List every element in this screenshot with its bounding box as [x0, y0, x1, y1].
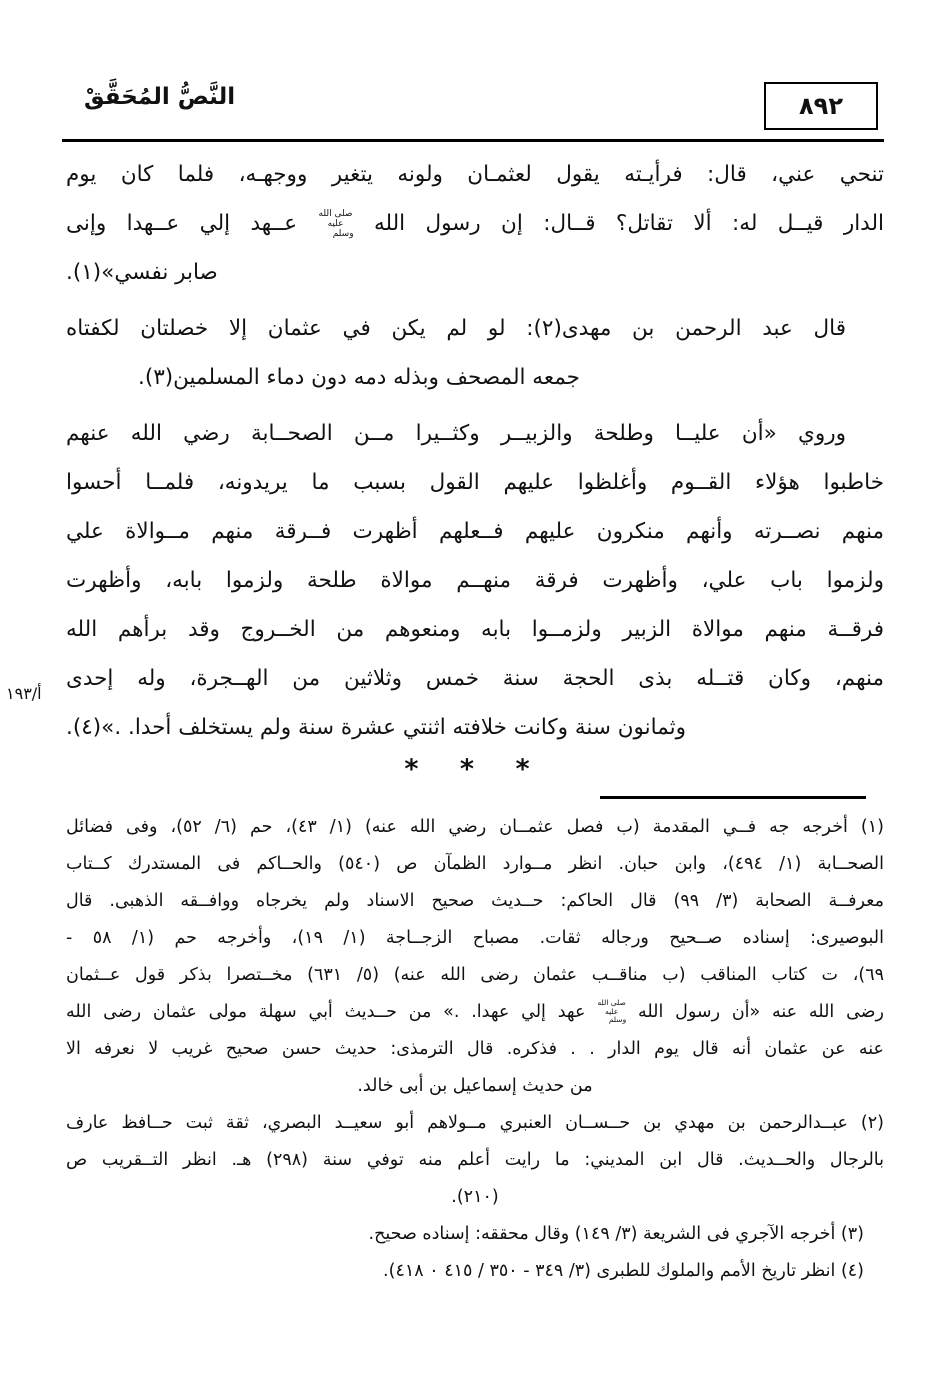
footnote-line: (٣) أخرجه الآجري فى الشريعة (٣/ ١٤٩) وقال محققه: إسناده صحيح.	[368, 1224, 864, 1244]
pbuh-symbol: صلى الله عليه وسلم	[597, 998, 627, 1025]
footnote-line: (٢) عبــدالرحمن بن مهدي بن حــســان العنبري مــولاهم أبو سعيــد البصري، ثقة ثبت حــافظ عارف	[66, 1113, 884, 1133]
footnote	[66, 809, 884, 1105]
footnote-line: البوصيرى: إسناده صــحيح ورجاله ثقات. مصباح الزجــاجة (١/ ١٩)، وأخرجه حم (١/ ٥٨ -	[66, 928, 885, 948]
footnote-line: بالرجال والحــديث. قال ابن المديني: ما رايت أعلم منه توفي سنة (٢٩٨) هـ. انظر التــقريب ص	[66, 1150, 884, 1170]
body-line: جمعه المصحف وبذله دمه دون دماء المسلمين(٣).	[138, 365, 580, 390]
paragraph	[66, 150, 884, 297]
footnotes-block	[66, 809, 884, 1290]
footnote-line: من حديث إسماعيل بن أبى خالد.	[357, 1076, 593, 1096]
footnote-line: (٢١٠).	[451, 1187, 499, 1207]
stars-separator: * * *	[404, 754, 546, 785]
paragraph	[66, 409, 884, 752]
footnote-line: (٤) انظر تاريخ الأمم والملوك للطبرى (٣/ ٣٤٩ - ٣٥٠ / ٤١٥ ٠ ٤١٨).	[383, 1261, 864, 1281]
body-text	[66, 150, 884, 1290]
footnote-separator	[600, 796, 866, 799]
footnote	[66, 1216, 884, 1253]
line-text: الدار قيــل له: ألا تقاتل؟ قــال: إن رسول الله	[353, 211, 884, 236]
footnote-line: معرفــة الصحابة (٣/ ٩٩) قال الحاكم: حــديث صحيح الاسناد ولم يخرجاه ووافــقه الذهبى. قال	[66, 891, 884, 911]
footnote	[66, 1105, 884, 1216]
body-line: ولزموا باب علي، وأظهرت فرقة منهــم موالاة طلحة ولزموا بابه، وأظهرت	[66, 568, 884, 593]
footnote-line: الصحــابة (١/ ٤٩٤)، وابن حبان. انظر مــوارد الظمآن ص (٥٤٠) والحــاكم فى المستدرك كــتاب	[66, 854, 884, 874]
line-text: رضى الله عنه «أن رسول الله	[626, 1002, 884, 1022]
body-line: وروي «أن عليــا وطلحة والزبيــر وكثــيرا مــن الصحــابة رضي الله عنهم	[66, 421, 846, 446]
footnote-line: (١) أخرجه جه فــي المقدمة (ب فصل عثمــان رضي الله عنه) (١/ ٤٣)، حم (٦/ ٥٢)، وفى فضائل	[66, 817, 884, 837]
paragraph	[66, 304, 884, 402]
pbuh-symbol: صلى الله عليه وسلم	[318, 209, 354, 239]
body-line: خاطبوا هؤلاء القــوم وأغلظوا عليهم القول بسبب ما يريدونه، فلمــا أحسوا	[66, 470, 884, 495]
footnote-line: ٦٩)، ت كتاب المناقب (ب مناقــب عثمان رضى الله عنه) (٥/ ٦٣١) مخــتصرا بذكر قول عــثمان	[66, 965, 884, 985]
footnote-line: عنه عن عثمان أنه قال يوم الدار . . فذكره. قال الترمذى: حديث حسن صحيح غريب لا نعرفه الا	[66, 1039, 884, 1059]
margin-folio: أ/١٩٣	[6, 684, 42, 703]
body-line: منهم، وكان قتــله بذى الحجة سنة خمس وثلاثين من الهــجرة، وله إحدى	[66, 666, 884, 691]
body-line: فرقــة منهم موالاة الزبير ولزمــوا بابه ومنعوهم من الخــروج وقد برأهم الله	[66, 617, 884, 642]
footnote-line	[66, 994, 884, 1031]
page-number-box	[764, 82, 878, 130]
body-line: وثمانون سنة وكانت خلافته اثنتي عشرة سنة ولم يستخلف أحدا. .»(٤).	[66, 715, 686, 740]
line-text: عــهد إلي عــهدا وإنى	[66, 211, 318, 236]
body-line: صابر نفسي»(١).	[66, 260, 218, 285]
body-line: منهم نصــرته وأنهم منكرون عليهم فــعلهم أظهرت فــرقة منهم مــوالاة علي	[66, 519, 884, 544]
body-line	[66, 199, 884, 248]
body-line: تنحي عني، قال: فرأيـته يقول لعثمـان ولونه يتغير ووجهـه، فلما كان يوم	[66, 162, 884, 187]
book-title: النَّصُّ المُحَقَّقْ	[84, 84, 236, 110]
header-rule	[62, 139, 884, 142]
page-number: ٨٩٢	[799, 92, 843, 120]
footnote	[66, 1253, 884, 1290]
body-line: قال عبد الرحمن بن مهدى(٢): لو لم يكن في عثمان إلا خصلتان لكفتاه	[66, 316, 846, 341]
line-text: عهد إلي عهدا. .» من حــديث أبي سهلة مولى عثمان رضى الله	[66, 1002, 598, 1022]
